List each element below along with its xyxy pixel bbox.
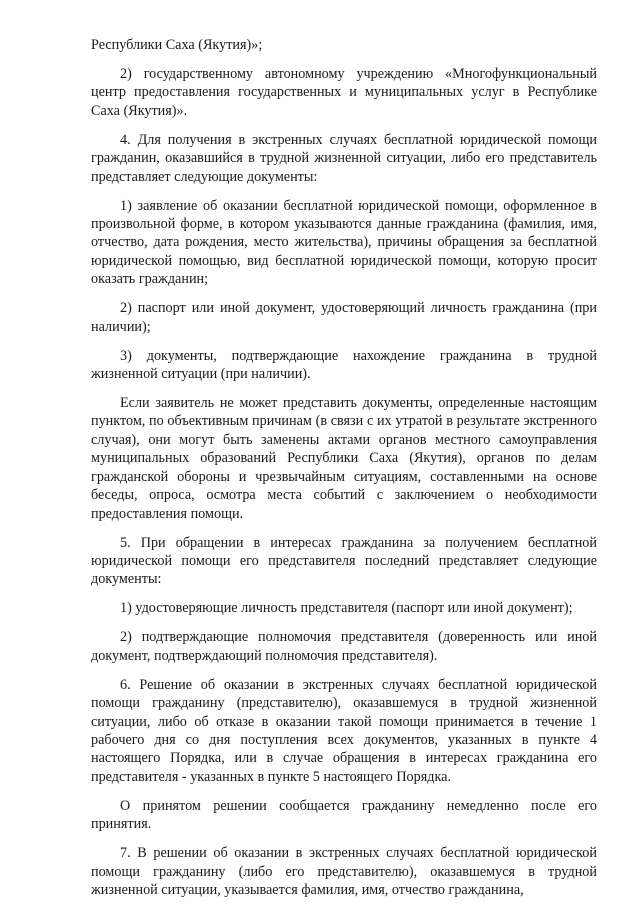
paragraph-section-6: 6. Решение об оказании в экстренных случаях бесплатной юридической помощи гражданину (представителю), оказавшемуся в трудной жизненной ситуации, либо об отказе в оказании такой помощи принимается в течение 1 рабочего дня со дня поступления всех документов, указанных в пункте 4 настоящего Порядка, или в случае обращения в интересах гражданина его представителя - указанных в пункте 5 настоящего Порядка. <box>91 676 597 785</box>
paragraph-item-1-application: 1) заявление об оказании бесплатной юридической помощи, оформленное в произвольной форме, в котором указываются данные гражданина (фамилия, имя, отчество, дата рождения, место жительства), причины обращения за бесплатной юридической помощью, вид бесплатной юридической помощи, которую просит оказать гражданин; <box>91 197 597 288</box>
paragraph-item-2-mfc: 2) государственному автономному учреждению «Многофункциональный центр предоставления государственных и муниципальных услуг в Республике Саха (Якутия)». <box>91 66 597 119</box>
paragraph-item-1-identity: 1) удостоверяющие личность представителя (паспорт или иной документ); <box>120 600 573 617</box>
paragraph-item-2-authority: 2) подтверждающие полномочия представителя (доверенность или иной документ, подтверждающий полномочия представителя). <box>91 629 597 664</box>
paragraph-item-3-documents: 3) документы, подтверждающие нахождение гражданина в трудной жизненной ситуации (при наличии). <box>91 347 597 383</box>
paragraph-replacement-acts: Если заявитель не может представить документы, определенные настоящим пунктом, по объективным причинам (в связи с их утратой в результате экстренного случая), они могут быть заменены актами органов местного самоуправления муниципальных образований Республики Саха (Якутия), органов по делам гражданской обороны и чрезвычайным ситуациям, составленными на основе беседы, опроса, осмотра места событий с заключением о необходимости предоставления помощи. <box>91 395 597 522</box>
paragraph-section-7: 7. В решении об оказании в экстренных случаях бесплатной юридической помощи гражданину (либо его представителю), оказавшемуся в трудной жизненной ситуации, указывается фамилия, имя, отчество гражданина, <box>91 845 597 898</box>
paragraph-item-2-passport: 2) паспорт или иной документ, удостоверяющий личность гражданина (при наличии); <box>91 300 597 335</box>
paragraph-section-4: 4. Для получения в экстренных случаях бесплатной юридической помощи гражданин, оказавшийся в трудной жизненной ситуации, либо его представитель представляет следующие документы: <box>91 131 597 185</box>
paragraph-decision-notice: О принятом решении сообщается гражданину немедленно после его принятия. <box>91 797 597 833</box>
document-body <box>91 36 597 905</box>
paragraph-continuation: Республики Саха (Якутия)»; <box>91 37 263 53</box>
paragraph-section-5: 5. При обращении в интересах гражданина за получением бесплатной юридической помощи его представителя последний представляет следующие документы: <box>91 534 597 588</box>
